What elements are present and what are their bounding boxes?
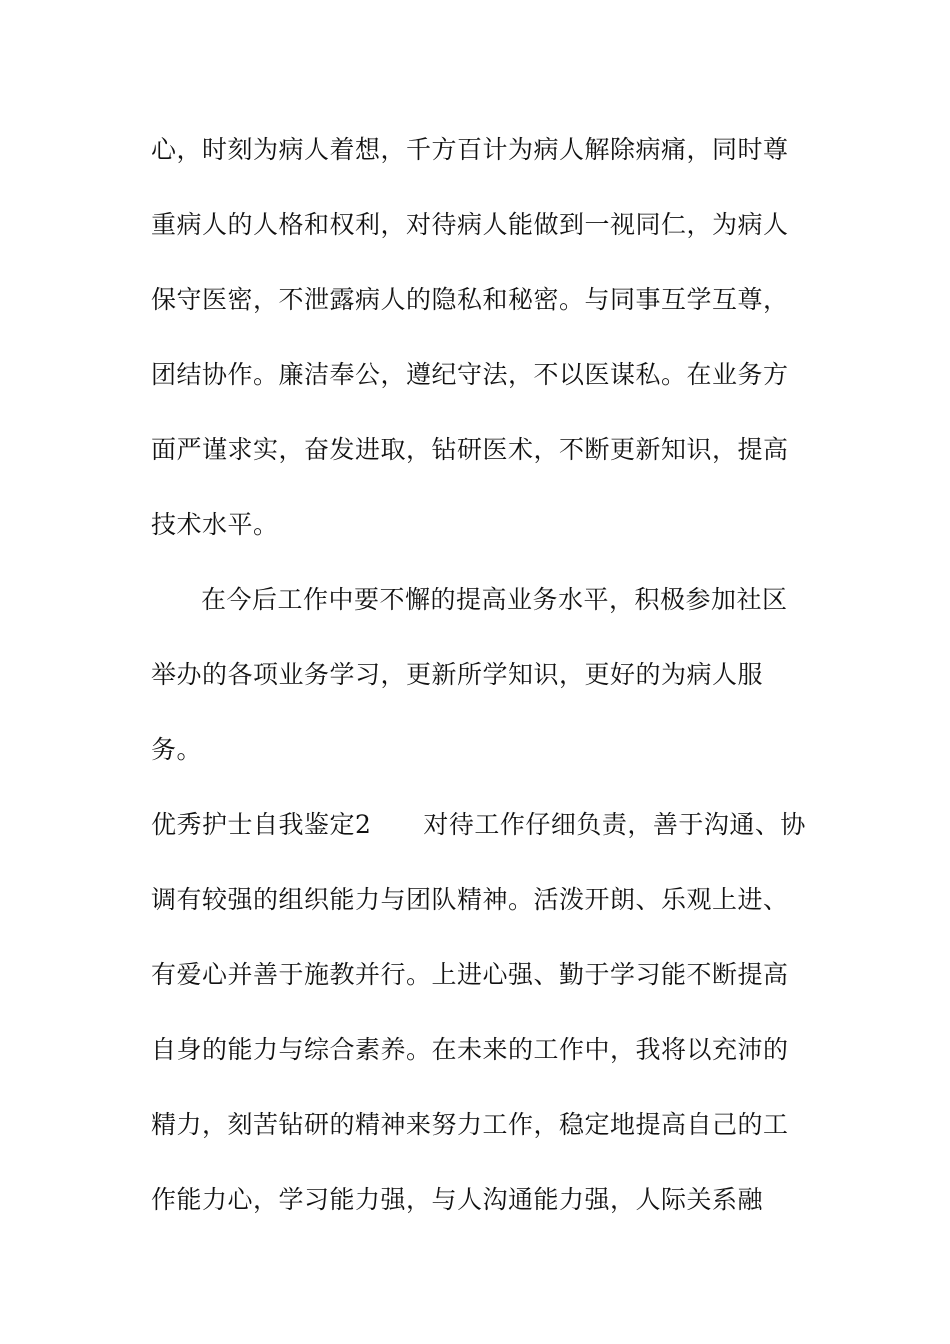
paragraph-line: 在今后工作中要不懈的提高业务水平，积极参加社区 (201, 585, 788, 614)
paragraph-line: 技术水平。 (151, 510, 279, 539)
paragraph-line: 团结协作。廉洁奉公，遵纪守法，不以医谋私。在业务方 (151, 360, 789, 389)
paragraph-line: 心，时刻为病人着想，千方百计为病人解除病痛，同时尊 (151, 135, 789, 164)
paragraph-line: 举办的各项业务学习，更新所学知识，更好的为病人服 (151, 660, 764, 689)
paragraph-line-start: 对待工作仔细负责，善于沟通、协 (423, 810, 806, 839)
paragraph-line: 务。 (151, 735, 203, 764)
paragraph-line: 有爱心并善于施教并行。上进心强、勤于学习能不断提高 (151, 960, 789, 989)
paragraph-line: 面严谨求实，奋发进取，钻研医术，不断更新知识，提高 (151, 435, 789, 464)
section-heading: 优秀护士自我鉴定2 (151, 810, 372, 839)
paragraph-line: 自身的能力与综合素养。在未来的工作中，我将以充沛的 (151, 1035, 789, 1064)
paragraph-line: 调有较强的组织能力与团队精神。活泼开朗、乐观上进、 (151, 885, 789, 914)
paragraph-line: 重病人的人格和权利，对待病人能做到一视同仁，为病人 (151, 210, 789, 239)
section-heading-line (151, 809, 806, 841)
paragraph-line: 作能力心，学习能力强，与人沟通能力强，人际关系融 (151, 1185, 764, 1214)
paragraph-line: 精力，刻苦钻研的精神来努力工作，稳定地提高自己的工 (151, 1110, 789, 1139)
paragraph-line: 保守医密，不泄露病人的隐私和秘密。与同事互学互尊， (151, 285, 789, 314)
